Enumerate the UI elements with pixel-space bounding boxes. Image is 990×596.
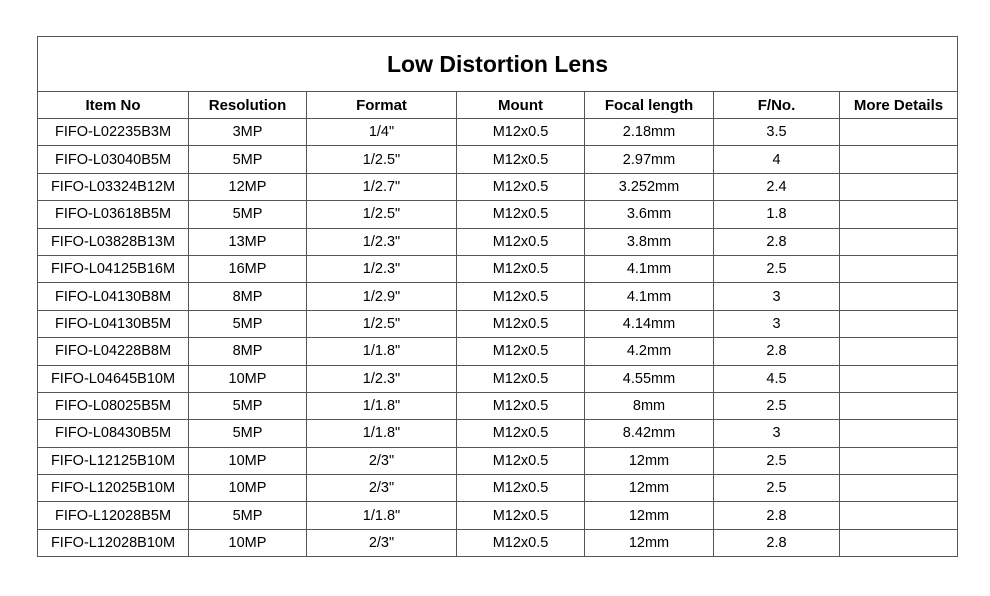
table-row	[38, 338, 958, 365]
cell-format: 1/2.5"	[307, 201, 457, 228]
cell-item-no: FIFO-L04228B8M	[38, 338, 189, 365]
cell-focal-length: 4.1mm	[585, 283, 714, 310]
cell-focal-length: 3.6mm	[585, 201, 714, 228]
cell-mount: M12x0.5	[457, 146, 585, 173]
header-row	[38, 92, 958, 119]
table-row	[38, 529, 958, 556]
cell-f-number: 2.5	[714, 392, 840, 419]
cell-resolution: 5MP	[189, 146, 307, 173]
cell-format: 1/2.5"	[307, 146, 457, 173]
cell-resolution: 10MP	[189, 365, 307, 392]
cell-resolution: 10MP	[189, 447, 307, 474]
cell-resolution: 5MP	[189, 201, 307, 228]
cell-item-no: FIFO-L12028B10M	[38, 529, 189, 556]
cell-more-details[interactable]	[840, 201, 958, 228]
cell-focal-length: 12mm	[585, 502, 714, 529]
cell-more-details[interactable]	[840, 365, 958, 392]
cell-item-no: FIFO-L04125B16M	[38, 255, 189, 282]
cell-mount: M12x0.5	[457, 201, 585, 228]
cell-mount: M12x0.5	[457, 365, 585, 392]
cell-f-number: 3	[714, 310, 840, 337]
cell-mount: M12x0.5	[457, 529, 585, 556]
cell-focal-length: 8mm	[585, 392, 714, 419]
cell-item-no: FIFO-L03828B13M	[38, 228, 189, 255]
cell-mount: M12x0.5	[457, 392, 585, 419]
cell-format: 2/3"	[307, 529, 457, 556]
cell-item-no: FIFO-L03324B12M	[38, 173, 189, 200]
cell-f-number: 2.8	[714, 529, 840, 556]
cell-resolution: 16MP	[189, 255, 307, 282]
cell-more-details[interactable]	[840, 228, 958, 255]
table-row	[38, 420, 958, 447]
cell-focal-length: 3.252mm	[585, 173, 714, 200]
cell-more-details[interactable]	[840, 146, 958, 173]
cell-resolution: 10MP	[189, 475, 307, 502]
cell-mount: M12x0.5	[457, 502, 585, 529]
table-title: Low Distortion Lens	[38, 37, 958, 92]
cell-more-details[interactable]	[840, 255, 958, 282]
cell-item-no: FIFO-L04130B5M	[38, 310, 189, 337]
cell-more-details[interactable]	[840, 119, 958, 146]
cell-focal-length: 12mm	[585, 529, 714, 556]
cell-more-details[interactable]	[840, 310, 958, 337]
cell-f-number: 1.8	[714, 201, 840, 228]
cell-f-number: 3	[714, 283, 840, 310]
cell-f-number: 2.8	[714, 502, 840, 529]
cell-format: 1/1.8"	[307, 338, 457, 365]
header-mount: Mount	[457, 92, 585, 119]
cell-focal-length: 4.14mm	[585, 310, 714, 337]
cell-resolution: 13MP	[189, 228, 307, 255]
header-format: Format	[307, 92, 457, 119]
table-row	[38, 173, 958, 200]
cell-resolution: 8MP	[189, 338, 307, 365]
table-row	[38, 475, 958, 502]
cell-resolution: 5MP	[189, 392, 307, 419]
cell-item-no: FIFO-L08025B5M	[38, 392, 189, 419]
cell-resolution: 12MP	[189, 173, 307, 200]
table-row	[38, 365, 958, 392]
cell-f-number: 3.5	[714, 119, 840, 146]
cell-resolution: 5MP	[189, 420, 307, 447]
cell-item-no: FIFO-L02235B3M	[38, 119, 189, 146]
cell-format: 2/3"	[307, 447, 457, 474]
table-row	[38, 502, 958, 529]
cell-resolution: 8MP	[189, 283, 307, 310]
cell-more-details[interactable]	[840, 502, 958, 529]
table-row	[38, 392, 958, 419]
cell-resolution: 5MP	[189, 310, 307, 337]
cell-f-number: 2.5	[714, 255, 840, 282]
cell-format: 1/2.3"	[307, 365, 457, 392]
cell-focal-length: 12mm	[585, 475, 714, 502]
table-row	[38, 228, 958, 255]
cell-mount: M12x0.5	[457, 173, 585, 200]
cell-f-number: 2.4	[714, 173, 840, 200]
cell-item-no: FIFO-L03040B5M	[38, 146, 189, 173]
cell-focal-length: 4.55mm	[585, 365, 714, 392]
cell-item-no: FIFO-L12025B10M	[38, 475, 189, 502]
cell-focal-length: 4.1mm	[585, 255, 714, 282]
cell-format: 1/1.8"	[307, 392, 457, 419]
cell-f-number: 4	[714, 146, 840, 173]
cell-format: 1/2.5"	[307, 310, 457, 337]
cell-focal-length: 12mm	[585, 447, 714, 474]
table-row	[38, 119, 958, 146]
title-row	[38, 37, 958, 92]
cell-resolution: 5MP	[189, 502, 307, 529]
cell-format: 1/1.8"	[307, 502, 457, 529]
header-more-details: More Details	[840, 92, 958, 119]
cell-format: 1/2.9"	[307, 283, 457, 310]
cell-more-details[interactable]	[840, 392, 958, 419]
header-resolution: Resolution	[189, 92, 307, 119]
cell-format: 1/1.8"	[307, 420, 457, 447]
cell-mount: M12x0.5	[457, 310, 585, 337]
cell-more-details[interactable]	[840, 420, 958, 447]
table-row	[38, 283, 958, 310]
cell-item-no: FIFO-L04645B10M	[38, 365, 189, 392]
table-body	[38, 119, 958, 557]
table-row	[38, 447, 958, 474]
cell-f-number: 4.5	[714, 365, 840, 392]
cell-format: 1/4"	[307, 119, 457, 146]
cell-format: 2/3"	[307, 475, 457, 502]
cell-mount: M12x0.5	[457, 447, 585, 474]
header-f-number: F/No.	[714, 92, 840, 119]
cell-item-no: FIFO-L04130B8M	[38, 283, 189, 310]
cell-focal-length: 2.97mm	[585, 146, 714, 173]
cell-mount: M12x0.5	[457, 228, 585, 255]
table-row	[38, 255, 958, 282]
header-item-no: Item No	[38, 92, 189, 119]
cell-more-details[interactable]	[840, 475, 958, 502]
cell-more-details[interactable]	[840, 338, 958, 365]
cell-more-details[interactable]	[840, 283, 958, 310]
cell-item-no: FIFO-L08430B5M	[38, 420, 189, 447]
cell-mount: M12x0.5	[457, 338, 585, 365]
table-row	[38, 310, 958, 337]
cell-format: 1/2.3"	[307, 255, 457, 282]
table-row	[38, 146, 958, 173]
cell-f-number: 2.5	[714, 475, 840, 502]
lens-spec-table	[37, 36, 958, 557]
cell-format: 1/2.3"	[307, 228, 457, 255]
cell-more-details[interactable]	[840, 529, 958, 556]
cell-resolution: 10MP	[189, 529, 307, 556]
cell-item-no: FIFO-L12028B5M	[38, 502, 189, 529]
cell-item-no: FIFO-L12125B10M	[38, 447, 189, 474]
cell-mount: M12x0.5	[457, 475, 585, 502]
cell-f-number: 2.8	[714, 338, 840, 365]
cell-focal-length: 2.18mm	[585, 119, 714, 146]
cell-f-number: 2.8	[714, 228, 840, 255]
cell-f-number: 3	[714, 420, 840, 447]
cell-focal-length: 3.8mm	[585, 228, 714, 255]
cell-mount: M12x0.5	[457, 255, 585, 282]
cell-mount: M12x0.5	[457, 119, 585, 146]
table-row	[38, 201, 958, 228]
cell-focal-length: 8.42mm	[585, 420, 714, 447]
header-focal-length: Focal length	[585, 92, 714, 119]
cell-focal-length: 4.2mm	[585, 338, 714, 365]
cell-more-details[interactable]	[840, 447, 958, 474]
cell-more-details[interactable]	[840, 173, 958, 200]
cell-resolution: 3MP	[189, 119, 307, 146]
cell-mount: M12x0.5	[457, 283, 585, 310]
cell-item-no: FIFO-L03618B5M	[38, 201, 189, 228]
cell-format: 1/2.7"	[307, 173, 457, 200]
cell-mount: M12x0.5	[457, 420, 585, 447]
cell-f-number: 2.5	[714, 447, 840, 474]
